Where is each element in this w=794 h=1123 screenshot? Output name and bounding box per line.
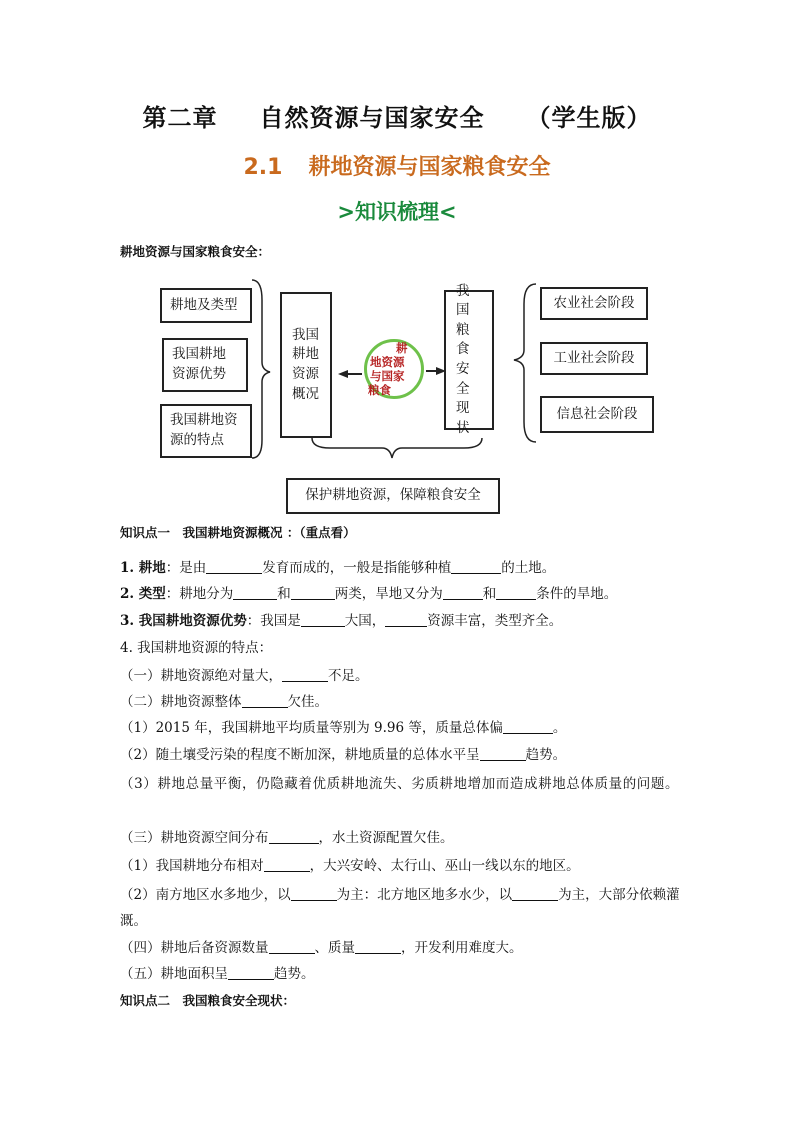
line-9: （3）耕地总量平衡，仍隐藏着优质耕地流失、劣质耕地增加而造成耕地总体质量的问题。 (120, 776, 680, 792)
blank[interactable] (451, 560, 501, 574)
line-13: （四）耕地后备资源数量 、质量 ，开发利用难度大。 (120, 940, 523, 956)
circle-text-1: 耕 (396, 341, 408, 355)
box-farmland-overview: 我国耕地资源概况 (280, 292, 332, 438)
blank[interactable] (269, 940, 315, 954)
kp1-heading: 知识点一 我国耕地资源概况 ：（重点看） (120, 525, 356, 540)
line-5: （一）耕地资源绝对量大， 不足。 (120, 668, 369, 684)
line-12: （2）南方地区水多地少，以 为主：北方地区地多水少，以 为主，大部分依赖灌溉。 (120, 887, 680, 930)
box-industrial-stage: 工业社会阶段 (540, 342, 648, 375)
blank[interactable] (512, 887, 558, 901)
line-1: 1. 耕地：是由 发育而成的，一般是指能够种植 的土地。 (120, 560, 556, 576)
left-brace (252, 280, 270, 458)
line-14: （五）耕地面积呈 趋势。 (120, 966, 315, 982)
concept-diagram (0, 270, 794, 520)
line-10: （三）耕地资源空间分布 ，水土资源配置欠佳。 (120, 830, 454, 846)
blank[interactable] (269, 830, 319, 844)
circle-text-3: 与国家 (370, 369, 405, 383)
blank[interactable] (233, 586, 277, 600)
chapter-name: 自然资源与国家安全 (259, 104, 485, 132)
line-11: （1）我国耕地分布相对 ，大兴安岭、太行山、巫山一线以东的地区。 (120, 858, 580, 874)
blank[interactable] (443, 586, 483, 600)
line-6: （二）耕地资源整体 欠佳。 (120, 694, 328, 710)
blank[interactable] (291, 887, 337, 901)
box-farmland-types: 耕地及类型 (160, 288, 252, 323)
blank[interactable] (480, 747, 526, 761)
arrow-left-icon (338, 370, 348, 378)
line-3: 3. 我国耕地资源优势：我国是 大国， 资源丰富，类型齐全。 (120, 613, 563, 629)
edition-label: （学生版） (526, 104, 652, 132)
chapter-number: 第二章 (142, 104, 218, 132)
blank[interactable] (206, 560, 262, 574)
box-farmland-advantages: 我国耕地资源优势 (162, 338, 248, 392)
box-information-stage: 信息社会阶段 (540, 396, 654, 433)
blank[interactable] (291, 586, 335, 600)
blank[interactable] (385, 613, 427, 627)
blank[interactable] (503, 720, 553, 734)
box-food-security-status: 我国粮食安全现状 (444, 290, 494, 430)
box-protect-farmland: 保护耕地资源，保障粮食安全 (286, 478, 500, 514)
line-7: （1）2015 年，我国耕地平均质量等别为 9.96 等，质量总体偏 。 (120, 720, 567, 736)
box-farmland-features: 我国耕地资源的特点 (160, 404, 252, 458)
blank[interactable] (301, 613, 345, 627)
circle-text-2: 地资源 (370, 355, 405, 369)
part-title: >知识梳理< (337, 200, 457, 224)
blank[interactable] (355, 940, 401, 954)
bottom-brace (312, 438, 482, 458)
line-8: （2）随土壤受污染的程度不断加深，耕地质量的总体水平呈 趋势。 (120, 747, 567, 763)
line-4: 4. 我国耕地资源的特点： (120, 640, 273, 656)
blank[interactable] (242, 694, 288, 708)
circle-text-4: 粮食 (368, 383, 391, 397)
blank[interactable] (228, 966, 274, 980)
box-agricultural-stage: 农业社会阶段 (540, 287, 648, 320)
chapter-title (0, 98, 794, 133)
blank[interactable] (282, 668, 328, 682)
section-name: 耕地资源与国家粮食安全 (308, 155, 551, 180)
kp2-heading: 知识点二 我国粮食安全现状： (120, 993, 296, 1008)
blank[interactable] (264, 858, 310, 872)
diagram-intro: 耕地资源与国家粮食安全： (120, 244, 271, 259)
blank[interactable] (496, 586, 536, 600)
section-title (0, 150, 794, 181)
line-2: 2. 类型：耕地分为 和 两类，旱地又分为 和 条件的旱地。 (120, 586, 618, 602)
section-number: 2.1 (243, 155, 283, 180)
right-brace (514, 284, 536, 442)
